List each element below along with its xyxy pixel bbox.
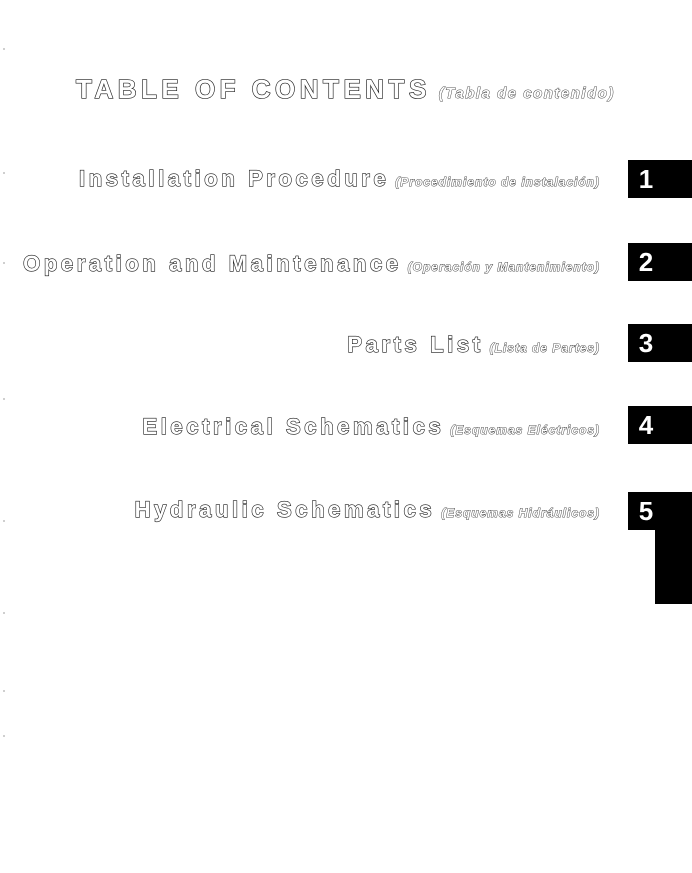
toc-entry-installation[interactable] [79, 166, 600, 192]
toc-entry-subtitle: (Procedimiento de instalación) [395, 175, 600, 189]
scan-speck [3, 262, 5, 264]
scan-speck [3, 172, 5, 174]
toc-entry-subtitle: (Esquemas Hidráulicos) [441, 506, 600, 520]
scan-speck [3, 398, 5, 400]
section-tab-number: 5 [638, 496, 654, 526]
toc-entry-operation[interactable] [23, 251, 600, 277]
page-title-subtitle: (Tabla de contenido) [438, 85, 615, 102]
toc-entry-subtitle: (Esquemas Eléctricos) [450, 423, 600, 437]
page-title-main: TABLE OF CONTENTS [76, 74, 431, 104]
scan-speck [3, 520, 5, 522]
section-tab-number: 2 [638, 247, 654, 277]
scan-speck [3, 735, 5, 737]
toc-entry-title: Parts List [347, 332, 484, 357]
section-tab-5[interactable] [628, 492, 692, 530]
section-tab-4[interactable] [628, 406, 692, 444]
section-tab-3[interactable] [628, 324, 692, 362]
section-tab-number: 3 [638, 328, 654, 358]
toc-entry-electrical[interactable] [142, 414, 600, 440]
section-tab-5-extension [655, 530, 692, 604]
section-tab-number: 4 [638, 410, 654, 440]
toc-entry-subtitle: (Lista de Partes) [489, 341, 600, 355]
toc-entry-title: Installation Procedure [79, 166, 390, 191]
toc-entry-title: Hydraulic Schematics [134, 497, 436, 522]
section-tab-number: 1 [638, 164, 654, 194]
scan-speck [3, 612, 5, 614]
section-tab-2[interactable] [628, 243, 692, 281]
toc-entry-subtitle: (Operación y Mantenimiento) [407, 260, 600, 274]
section-tab-1[interactable] [628, 160, 692, 198]
toc-entry-hydraulic[interactable] [135, 497, 600, 523]
toc-entry-title: Operation and Maintenance [23, 251, 402, 276]
scan-speck [3, 690, 5, 692]
page-title [76, 74, 615, 105]
scan-speck [3, 48, 5, 50]
toc-entry-title: Electrical Schematics [142, 414, 445, 439]
toc-entry-parts-list[interactable] [347, 332, 600, 358]
